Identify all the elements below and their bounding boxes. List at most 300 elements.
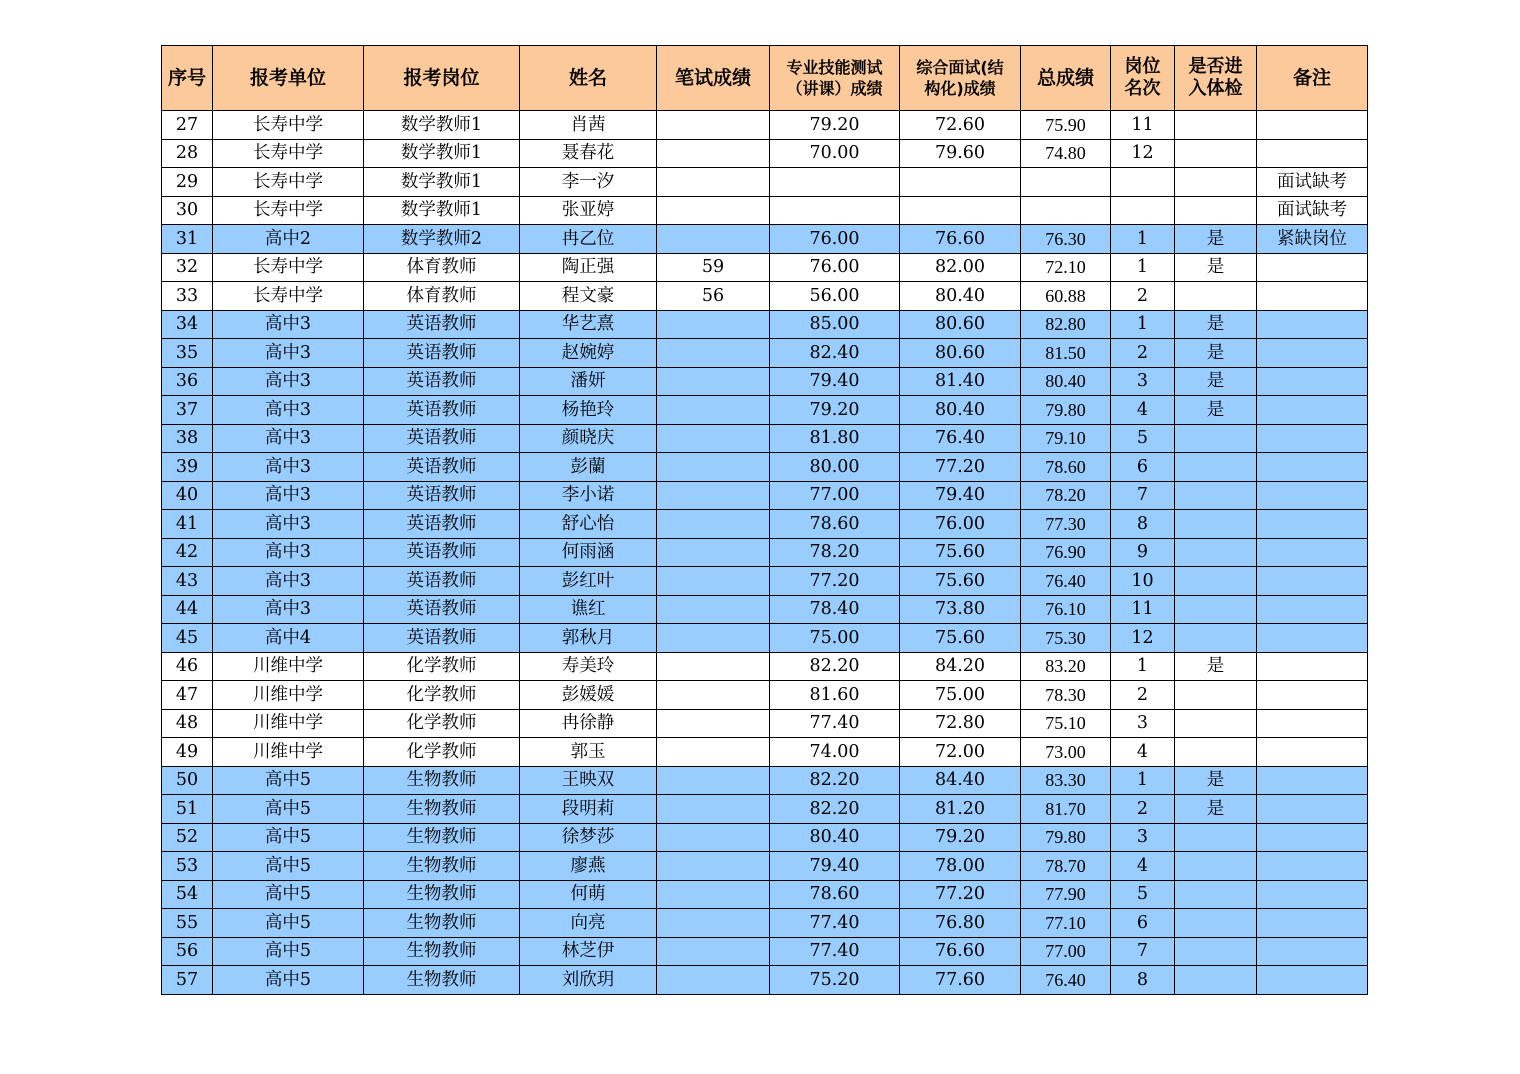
table-row [162, 538, 1368, 567]
cell-name: 彭蘭 [520, 453, 657, 482]
cell-post: 生物教师 [364, 966, 520, 995]
cell-total: 76.90 [1021, 538, 1111, 567]
cell-note [1257, 738, 1368, 767]
cell-post: 体育教师 [364, 282, 520, 311]
cell-physical [1175, 595, 1257, 624]
cell-physical: 是 [1175, 339, 1257, 368]
cell-physical [1175, 852, 1257, 881]
cell-note [1257, 823, 1368, 852]
cell-seq: 28 [162, 139, 213, 168]
cell-skill: 77.20 [770, 567, 900, 596]
cell-written [657, 510, 770, 539]
cell-seq: 36 [162, 367, 213, 396]
cell-skill: 78.40 [770, 595, 900, 624]
cell-skill: 82.20 [770, 652, 900, 681]
cell-skill: 81.60 [770, 681, 900, 710]
cell-total: 77.00 [1021, 937, 1111, 966]
table-row [162, 567, 1368, 596]
cell-rank: 8 [1111, 966, 1175, 995]
cell-total: 77.90 [1021, 880, 1111, 909]
cell-written [657, 823, 770, 852]
cell-interview: 72.60 [900, 111, 1021, 140]
cell-unit: 长寿中学 [213, 282, 364, 311]
cell-unit: 高中5 [213, 823, 364, 852]
cell-unit: 高中5 [213, 909, 364, 938]
cell-note [1257, 937, 1368, 966]
table-row [162, 282, 1368, 311]
cell-post: 英语教师 [364, 567, 520, 596]
cell-skill: 76.00 [770, 253, 900, 282]
cell-physical [1175, 880, 1257, 909]
cell-skill: 85.00 [770, 310, 900, 339]
cell-note [1257, 139, 1368, 168]
cell-total: 79.10 [1021, 424, 1111, 453]
cell-note [1257, 652, 1368, 681]
cell-rank: 2 [1111, 339, 1175, 368]
cell-interview: 75.00 [900, 681, 1021, 710]
cell-interview: 81.40 [900, 367, 1021, 396]
cell-interview: 80.40 [900, 396, 1021, 425]
cell-rank: 2 [1111, 795, 1175, 824]
cell-unit: 高中5 [213, 937, 364, 966]
cell-note [1257, 396, 1368, 425]
cell-post: 生物教师 [364, 795, 520, 824]
cell-unit: 高中5 [213, 766, 364, 795]
cell-written [657, 909, 770, 938]
cell-total: 83.20 [1021, 652, 1111, 681]
cell-written [657, 424, 770, 453]
header-physical-line1: 是否进 [1188, 56, 1243, 77]
cell-written: 56 [657, 282, 770, 311]
table-row [162, 424, 1368, 453]
cell-post: 化学教师 [364, 709, 520, 738]
cell-unit: 川维中学 [213, 709, 364, 738]
cell-name: 郭玉 [520, 738, 657, 767]
table-row [162, 880, 1368, 909]
cell-total: 76.10 [1021, 595, 1111, 624]
cell-interview [900, 168, 1021, 197]
cell-seq: 41 [162, 510, 213, 539]
cell-total: 75.10 [1021, 709, 1111, 738]
cell-name: 彭红叶 [520, 567, 657, 596]
cell-unit: 高中3 [213, 510, 364, 539]
table-row [162, 795, 1368, 824]
cell-total: 81.70 [1021, 795, 1111, 824]
cell-skill: 79.20 [770, 396, 900, 425]
table-row [162, 510, 1368, 539]
cell-name: 徐梦莎 [520, 823, 657, 852]
cell-total: 78.20 [1021, 481, 1111, 510]
table-row [162, 738, 1368, 767]
cell-rank: 4 [1111, 396, 1175, 425]
table-row [162, 709, 1368, 738]
cell-seq: 44 [162, 595, 213, 624]
cell-written [657, 937, 770, 966]
table-row [162, 481, 1368, 510]
cell-physical [1175, 168, 1257, 197]
cell-total: 77.10 [1021, 909, 1111, 938]
cell-seq: 49 [162, 738, 213, 767]
cell-rank: 7 [1111, 937, 1175, 966]
table-body [162, 111, 1368, 995]
cell-note [1257, 852, 1368, 881]
cell-unit: 长寿中学 [213, 139, 364, 168]
cell-total [1021, 168, 1111, 197]
cell-unit: 高中3 [213, 367, 364, 396]
cell-physical [1175, 453, 1257, 482]
cell-total: 76.40 [1021, 567, 1111, 596]
cell-note [1257, 481, 1368, 510]
cell-post: 生物教师 [364, 937, 520, 966]
cell-note [1257, 709, 1368, 738]
cell-note [1257, 253, 1368, 282]
cell-written [657, 225, 770, 254]
cell-physical: 是 [1175, 367, 1257, 396]
cell-skill: 70.00 [770, 139, 900, 168]
cell-unit: 长寿中学 [213, 253, 364, 282]
cell-note [1257, 453, 1368, 482]
cell-note [1257, 624, 1368, 653]
cell-note: 紧缺岗位 [1257, 225, 1368, 254]
cell-total: 72.10 [1021, 253, 1111, 282]
cell-total: 75.30 [1021, 624, 1111, 653]
cell-physical: 是 [1175, 766, 1257, 795]
cell-physical: 是 [1175, 253, 1257, 282]
table-row [162, 339, 1368, 368]
cell-name: 潘妍 [520, 367, 657, 396]
cell-rank: 12 [1111, 624, 1175, 653]
cell-rank: 3 [1111, 823, 1175, 852]
cell-rank: 11 [1111, 595, 1175, 624]
cell-unit: 高中3 [213, 538, 364, 567]
cell-name: 王映双 [520, 766, 657, 795]
cell-post: 化学教师 [364, 652, 520, 681]
cell-note [1257, 424, 1368, 453]
cell-post: 英语教师 [364, 396, 520, 425]
cell-post: 数学教师1 [364, 111, 520, 140]
header-row [162, 46, 1368, 111]
cell-name: 林芝伊 [520, 937, 657, 966]
cell-seq: 56 [162, 937, 213, 966]
cell-rank: 1 [1111, 253, 1175, 282]
cell-seq: 35 [162, 339, 213, 368]
header-skill-line2: （讲课）成绩 [786, 79, 883, 98]
cell-name: 冉乙位 [520, 225, 657, 254]
cell-post: 英语教师 [364, 481, 520, 510]
cell-post: 英语教师 [364, 510, 520, 539]
cell-seq: 40 [162, 481, 213, 510]
cell-interview: 80.60 [900, 310, 1021, 339]
cell-unit: 长寿中学 [213, 111, 364, 140]
cell-written [657, 139, 770, 168]
cell-name: 廖燕 [520, 852, 657, 881]
cell-seq: 54 [162, 880, 213, 909]
cell-physical: 是 [1175, 225, 1257, 254]
cell-unit: 长寿中学 [213, 196, 364, 225]
cell-rank: 3 [1111, 709, 1175, 738]
cell-interview: 78.00 [900, 852, 1021, 881]
cell-physical [1175, 738, 1257, 767]
cell-total [1021, 196, 1111, 225]
cell-name: 李一汐 [520, 168, 657, 197]
cell-interview: 72.00 [900, 738, 1021, 767]
cell-name: 赵婉婷 [520, 339, 657, 368]
table-row [162, 624, 1368, 653]
cell-unit: 高中2 [213, 225, 364, 254]
cell-note [1257, 310, 1368, 339]
cell-total: 73.00 [1021, 738, 1111, 767]
cell-skill: 82.20 [770, 766, 900, 795]
cell-post: 英语教师 [364, 453, 520, 482]
cell-total: 76.40 [1021, 966, 1111, 995]
header-rank-line2: 名次 [1124, 78, 1161, 99]
cell-post: 数学教师1 [364, 196, 520, 225]
cell-interview: 79.60 [900, 139, 1021, 168]
cell-note [1257, 681, 1368, 710]
cell-physical [1175, 823, 1257, 852]
table-header [162, 46, 1368, 111]
cell-total: 80.40 [1021, 367, 1111, 396]
cell-physical [1175, 681, 1257, 710]
cell-interview: 80.60 [900, 339, 1021, 368]
cell-physical: 是 [1175, 795, 1257, 824]
cell-written [657, 652, 770, 681]
header-note: 备注 [1257, 46, 1368, 111]
cell-interview: 79.40 [900, 481, 1021, 510]
cell-written [657, 624, 770, 653]
cell-skill: 79.40 [770, 852, 900, 881]
cell-interview: 72.80 [900, 709, 1021, 738]
cell-interview: 75.60 [900, 538, 1021, 567]
cell-seq: 42 [162, 538, 213, 567]
cell-seq: 39 [162, 453, 213, 482]
cell-skill: 78.60 [770, 510, 900, 539]
cell-rank [1111, 168, 1175, 197]
cell-seq: 33 [162, 282, 213, 311]
cell-unit: 高中3 [213, 310, 364, 339]
cell-total: 78.70 [1021, 852, 1111, 881]
cell-written [657, 709, 770, 738]
cell-skill: 78.60 [770, 880, 900, 909]
cell-post: 生物教师 [364, 852, 520, 881]
cell-post: 生物教师 [364, 766, 520, 795]
cell-name: 颜晓庆 [520, 424, 657, 453]
cell-rank: 3 [1111, 367, 1175, 396]
cell-unit: 长寿中学 [213, 168, 364, 197]
cell-seq: 37 [162, 396, 213, 425]
cell-post: 生物教师 [364, 823, 520, 852]
cell-seq: 27 [162, 111, 213, 140]
cell-seq: 43 [162, 567, 213, 596]
table-row [162, 681, 1368, 710]
cell-written [657, 567, 770, 596]
cell-interview: 79.20 [900, 823, 1021, 852]
cell-rank: 6 [1111, 909, 1175, 938]
cell-written [657, 795, 770, 824]
cell-physical [1175, 481, 1257, 510]
table-row [162, 595, 1368, 624]
cell-post: 生物教师 [364, 909, 520, 938]
cell-physical [1175, 424, 1257, 453]
cell-post: 数学教师1 [364, 168, 520, 197]
cell-physical [1175, 909, 1257, 938]
cell-interview: 76.00 [900, 510, 1021, 539]
cell-name: 华艺熹 [520, 310, 657, 339]
cell-seq: 51 [162, 795, 213, 824]
header-physical-line2: 入体检 [1188, 78, 1243, 99]
cell-unit: 高中5 [213, 966, 364, 995]
cell-note [1257, 538, 1368, 567]
cell-unit: 高中3 [213, 567, 364, 596]
cell-unit: 高中5 [213, 880, 364, 909]
cell-note [1257, 766, 1368, 795]
cell-physical [1175, 966, 1257, 995]
cell-physical: 是 [1175, 310, 1257, 339]
cell-rank: 4 [1111, 738, 1175, 767]
cell-seq: 46 [162, 652, 213, 681]
cell-total: 75.90 [1021, 111, 1111, 140]
cell-rank: 1 [1111, 225, 1175, 254]
cell-seq: 38 [162, 424, 213, 453]
cell-seq: 57 [162, 966, 213, 995]
header-name: 姓名 [520, 46, 657, 111]
cell-interview: 77.20 [900, 880, 1021, 909]
cell-note [1257, 111, 1368, 140]
cell-skill: 77.40 [770, 909, 900, 938]
cell-total: 83.30 [1021, 766, 1111, 795]
cell-unit: 高中3 [213, 396, 364, 425]
cell-interview: 77.20 [900, 453, 1021, 482]
cell-rank: 6 [1111, 453, 1175, 482]
cell-skill: 76.00 [770, 225, 900, 254]
cell-unit: 高中3 [213, 595, 364, 624]
cell-rank: 1 [1111, 652, 1175, 681]
cell-note [1257, 795, 1368, 824]
cell-name: 彭媛媛 [520, 681, 657, 710]
table-row [162, 253, 1368, 282]
header-interview-line2: 构化)成绩 [924, 79, 996, 98]
cell-skill: 77.40 [770, 709, 900, 738]
cell-seq: 53 [162, 852, 213, 881]
cell-unit: 高中3 [213, 339, 364, 368]
table-row [162, 823, 1368, 852]
cell-physical [1175, 709, 1257, 738]
cell-written [657, 595, 770, 624]
cell-physical: 是 [1175, 396, 1257, 425]
cell-note [1257, 339, 1368, 368]
table-row [162, 225, 1368, 254]
cell-skill: 77.40 [770, 937, 900, 966]
table-row [162, 196, 1368, 225]
cell-physical [1175, 139, 1257, 168]
cell-physical [1175, 196, 1257, 225]
cell-seq: 29 [162, 168, 213, 197]
cell-unit: 高中5 [213, 852, 364, 881]
cell-seq: 30 [162, 196, 213, 225]
cell-total: 76.30 [1021, 225, 1111, 254]
cell-rank: 1 [1111, 766, 1175, 795]
cell-post: 体育教师 [364, 253, 520, 282]
cell-physical [1175, 567, 1257, 596]
cell-unit: 川维中学 [213, 738, 364, 767]
cell-rank: 8 [1111, 510, 1175, 539]
table-row [162, 396, 1368, 425]
cell-rank: 5 [1111, 880, 1175, 909]
cell-post: 英语教师 [364, 538, 520, 567]
cell-unit: 川维中学 [213, 652, 364, 681]
cell-name: 程文豪 [520, 282, 657, 311]
cell-seq: 48 [162, 709, 213, 738]
cell-rank: 4 [1111, 852, 1175, 881]
cell-interview: 76.80 [900, 909, 1021, 938]
cell-note [1257, 367, 1368, 396]
cell-post: 英语教师 [364, 595, 520, 624]
cell-unit: 高中3 [213, 453, 364, 482]
header-interview [900, 46, 1021, 111]
cell-note [1257, 909, 1368, 938]
header-rank [1111, 46, 1175, 111]
cell-name: 肖茜 [520, 111, 657, 140]
cell-post: 英语教师 [364, 424, 520, 453]
cell-physical [1175, 538, 1257, 567]
cell-name: 何萌 [520, 880, 657, 909]
cell-post: 化学教师 [364, 681, 520, 710]
table-row [162, 111, 1368, 140]
cell-rank: 2 [1111, 681, 1175, 710]
cell-name: 李小诺 [520, 481, 657, 510]
cell-skill: 74.00 [770, 738, 900, 767]
cell-name: 刘欣玥 [520, 966, 657, 995]
cell-rank: 1 [1111, 310, 1175, 339]
cell-skill [770, 196, 900, 225]
cell-total: 79.80 [1021, 823, 1111, 852]
cell-total: 81.50 [1021, 339, 1111, 368]
cell-rank: 5 [1111, 424, 1175, 453]
cell-unit: 川维中学 [213, 681, 364, 710]
cell-name: 冉徐静 [520, 709, 657, 738]
table-row [162, 766, 1368, 795]
cell-written [657, 196, 770, 225]
cell-seq: 34 [162, 310, 213, 339]
cell-interview: 84.40 [900, 766, 1021, 795]
cell-total: 78.60 [1021, 453, 1111, 482]
cell-note [1257, 595, 1368, 624]
cell-written [657, 738, 770, 767]
table-row [162, 367, 1368, 396]
cell-interview: 82.00 [900, 253, 1021, 282]
cell-interview: 75.60 [900, 567, 1021, 596]
cell-seq: 32 [162, 253, 213, 282]
cell-post: 英语教师 [364, 310, 520, 339]
cell-post: 生物教师 [364, 880, 520, 909]
cell-seq: 55 [162, 909, 213, 938]
cell-skill [770, 168, 900, 197]
cell-interview: 76.40 [900, 424, 1021, 453]
cell-written [657, 396, 770, 425]
cell-written [657, 966, 770, 995]
cell-total: 82.80 [1021, 310, 1111, 339]
cell-note [1257, 282, 1368, 311]
cell-skill: 79.20 [770, 111, 900, 140]
cell-written [657, 481, 770, 510]
cell-physical [1175, 624, 1257, 653]
cell-note [1257, 880, 1368, 909]
table-row [162, 310, 1368, 339]
cell-interview: 76.60 [900, 937, 1021, 966]
table-row [162, 168, 1368, 197]
cell-total: 74.80 [1021, 139, 1111, 168]
cell-interview: 80.40 [900, 282, 1021, 311]
